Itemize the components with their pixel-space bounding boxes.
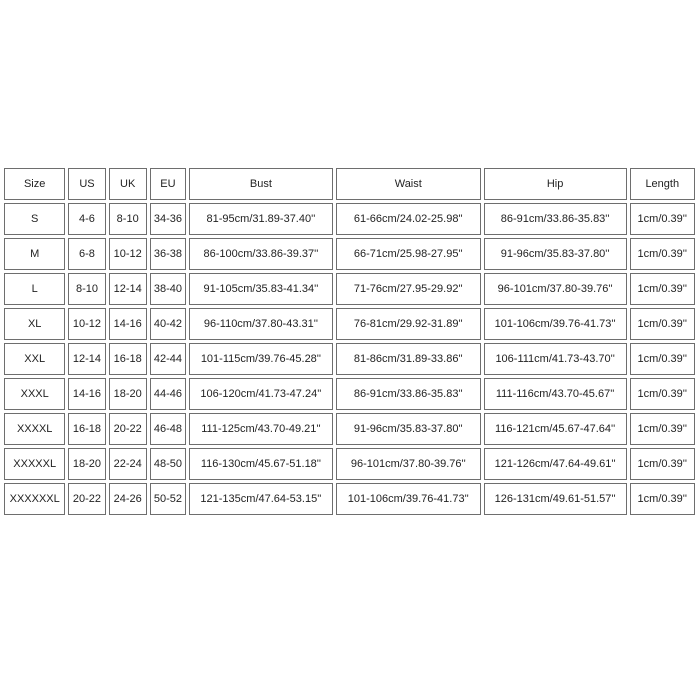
cell-waist: 76-81cm/29.92-31.89''	[336, 308, 481, 340]
cell-uk: 12-14	[109, 273, 147, 305]
cell-waist: 61-66cm/24.02-25.98''	[336, 203, 481, 235]
cell-us: 16-18	[68, 413, 105, 445]
cell-size: XXXXXL	[4, 448, 65, 480]
cell-hip: 101-106cm/39.76-41.73''	[484, 308, 627, 340]
cell-length: 1cm/0.39''	[630, 238, 695, 270]
cell-us: 14-16	[68, 378, 105, 410]
size-chart-table	[1, 165, 698, 518]
cell-uk: 22-24	[109, 448, 147, 480]
cell-uk: 18-20	[109, 378, 147, 410]
cell-bust: 121-135cm/47.64-53.15''	[189, 483, 333, 515]
cell-bust: 101-115cm/39.76-45.28''	[189, 343, 333, 375]
cell-size: XXXL	[4, 378, 65, 410]
table-row	[4, 238, 695, 270]
cell-us: 12-14	[68, 343, 105, 375]
header-uk: UK	[109, 168, 147, 200]
cell-us: 8-10	[68, 273, 105, 305]
cell-uk: 10-12	[109, 238, 147, 270]
cell-size: M	[4, 238, 65, 270]
cell-size: XXL	[4, 343, 65, 375]
table-row	[4, 308, 695, 340]
cell-eu: 42-44	[150, 343, 186, 375]
cell-length: 1cm/0.39''	[630, 413, 695, 445]
cell-uk: 24-26	[109, 483, 147, 515]
cell-eu: 34-36	[150, 203, 186, 235]
header-us: US	[68, 168, 105, 200]
cell-eu: 50-52	[150, 483, 186, 515]
cell-uk: 8-10	[109, 203, 147, 235]
cell-us: 4-6	[68, 203, 105, 235]
cell-size: XL	[4, 308, 65, 340]
cell-hip: 116-121cm/45.67-47.64''	[484, 413, 627, 445]
cell-waist: 71-76cm/27.95-29.92''	[336, 273, 481, 305]
cell-eu: 38-40	[150, 273, 186, 305]
cell-us: 18-20	[68, 448, 105, 480]
cell-us: 20-22	[68, 483, 105, 515]
cell-bust: 96-110cm/37.80-43.31''	[189, 308, 333, 340]
cell-eu: 46-48	[150, 413, 186, 445]
table-row	[4, 413, 695, 445]
cell-bust: 116-130cm/45.67-51.18''	[189, 448, 333, 480]
cell-bust: 111-125cm/43.70-49.21''	[189, 413, 333, 445]
table-row	[4, 483, 695, 515]
header-length: Length	[630, 168, 695, 200]
cell-bust: 86-100cm/33.86-39.37''	[189, 238, 333, 270]
cell-uk: 20-22	[109, 413, 147, 445]
table-row	[4, 378, 695, 410]
cell-hip: 86-91cm/33.86-35.83''	[484, 203, 627, 235]
cell-length: 1cm/0.39''	[630, 448, 695, 480]
cell-length: 1cm/0.39''	[630, 308, 695, 340]
cell-waist: 96-101cm/37.80-39.76''	[336, 448, 481, 480]
cell-size: XXXXL	[4, 413, 65, 445]
cell-length: 1cm/0.39''	[630, 378, 695, 410]
header-bust: Bust	[189, 168, 333, 200]
cell-hip: 126-131cm/49.61-51.57''	[484, 483, 627, 515]
cell-hip: 96-101cm/37.80-39.76''	[484, 273, 627, 305]
cell-size: XXXXXXL	[4, 483, 65, 515]
cell-hip: 121-126cm/47.64-49.61''	[484, 448, 627, 480]
cell-eu: 48-50	[150, 448, 186, 480]
cell-bust: 106-120cm/41.73-47.24''	[189, 378, 333, 410]
cell-uk: 14-16	[109, 308, 147, 340]
cell-length: 1cm/0.39''	[630, 483, 695, 515]
table-row	[4, 448, 695, 480]
cell-waist: 66-71cm/25.98-27.95''	[336, 238, 481, 270]
header-size: Size	[4, 168, 65, 200]
cell-waist: 91-96cm/35.83-37.80''	[336, 413, 481, 445]
cell-waist: 81-86cm/31.89-33.86''	[336, 343, 481, 375]
cell-us: 10-12	[68, 308, 105, 340]
cell-waist: 86-91cm/33.86-35.83''	[336, 378, 481, 410]
header-hip: Hip	[484, 168, 627, 200]
cell-bust: 81-95cm/31.89-37.40''	[189, 203, 333, 235]
table-row	[4, 273, 695, 305]
cell-us: 6-8	[68, 238, 105, 270]
table-header-row	[4, 168, 695, 200]
header-eu: EU	[150, 168, 186, 200]
cell-hip: 106-111cm/41.73-43.70''	[484, 343, 627, 375]
cell-size: S	[4, 203, 65, 235]
cell-bust: 91-105cm/35.83-41.34''	[189, 273, 333, 305]
cell-eu: 44-46	[150, 378, 186, 410]
cell-eu: 36-38	[150, 238, 186, 270]
cell-length: 1cm/0.39''	[630, 343, 695, 375]
cell-hip: 111-116cm/43.70-45.67''	[484, 378, 627, 410]
cell-size: L	[4, 273, 65, 305]
cell-length: 1cm/0.39''	[630, 203, 695, 235]
cell-hip: 91-96cm/35.83-37.80''	[484, 238, 627, 270]
table-row	[4, 343, 695, 375]
cell-waist: 101-106cm/39.76-41.73''	[336, 483, 481, 515]
table-row	[4, 203, 695, 235]
cell-length: 1cm/0.39''	[630, 273, 695, 305]
header-waist: Waist	[336, 168, 481, 200]
cell-uk: 16-18	[109, 343, 147, 375]
cell-eu: 40-42	[150, 308, 186, 340]
